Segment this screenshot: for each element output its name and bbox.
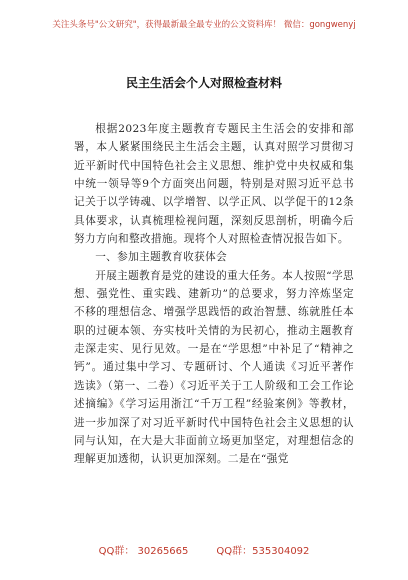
section-heading: 一、参加主题教育收获体会 [95,251,228,264]
footer-qq-group-1: QQ群： 30265665 [98,546,189,557]
page-header-banner: 关注头条号"公文研究"，获得最新最全最专业的公文资料库！ 微信：gongwenyj [52,20,356,30]
intro-paragraph: 根据2023年度主题教育专题民主生活会的安排和部署，本人紧紧围绕民主生活会主题，认真对照学习贯彻习近平新时代中国特色社会主义思想、维护党中央权威和集中统一领导等9个方面突出问题，特别是对照习近平总书记关于以学铸魂、以学增智、以学正风、以学促干的12条具体要求，认真梳理检视问题，深刻反思剖析，明确今后努力方向和整改措施。现将个人对照检查情况报告如下。 [74,123,354,246]
document-title: 民主生活会个人对照检查材料 [125,76,282,90]
document-body [74,120,354,469]
page-footer [0,542,408,557]
footer-qq-group-2: QQ群：535304092 [216,546,310,557]
section-paragraph: 开展主题教育是党的建设的重大任务。本人按照“学思想、强党性、重实践、建新功”的总要求，努力淬炼坚定不移的理想信念、增强学思践悟的政治智慧、练就胜任本职的过硬本领、夯实枝叶关情的为民初心，推动主题教育走深走实、见行见效。一是在“学思想”中补足了“精神之钙”。通过集中学习、专题研讨、个人通读《习近平著作选读》（第一、二卷）《习近平关于工人阶级和工会工作论述摘编》《学习运用浙江“千万工程”经验案例》等教材，进一步加深了对习近平新时代中国特色社会主义思想的认同与认知，在大是大非面前立场更加坚定，对理想信念的理解更加透彻，认识更加深刻。二是在“强党 [74,269,354,466]
